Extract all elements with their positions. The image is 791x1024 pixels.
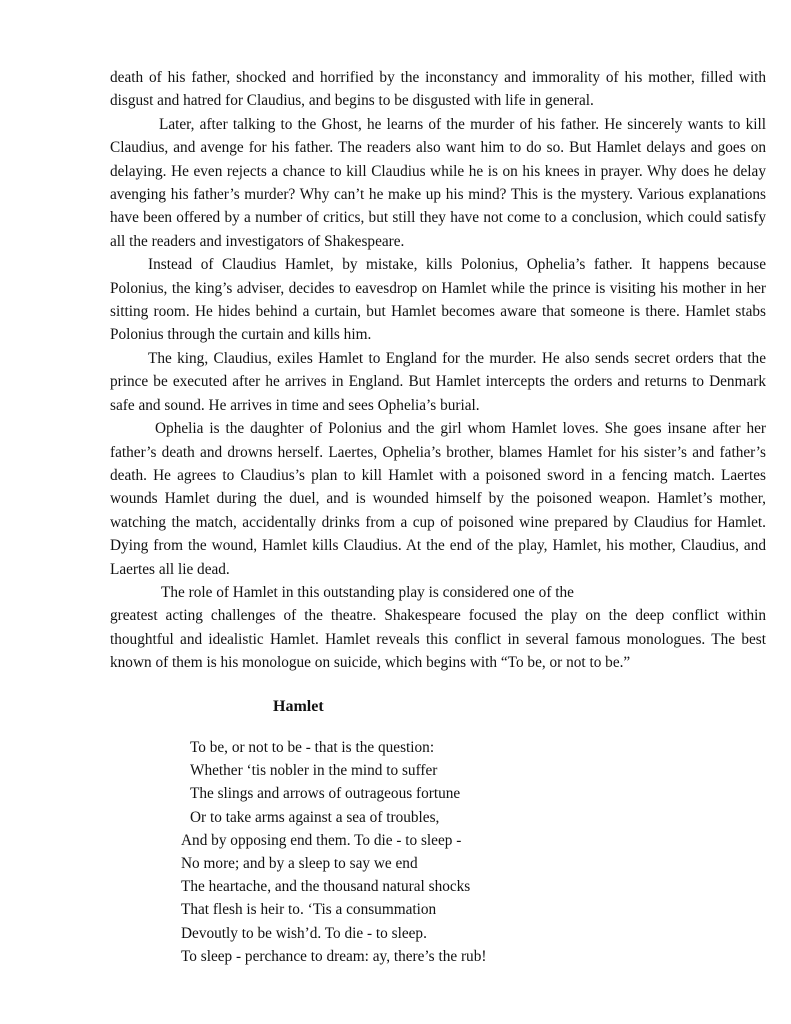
poem-line: To be, or not to be - that is the question: [190, 739, 435, 756]
paragraph: Later, after talking to the Ghost, he learns of the murder of his father. He sincerely wants to kill Claudius, and avenge for his father. The readers also want him to do so. But Hamlet delays and goes on delaying. He even rejects a chance to kill Claudius while he is on his knees in prayer. Why does he delay avenging his father’s murder? Why can’t he make up his mind? This is the mystery. Various explanations have been offered by a number of critics, but still they have not come to a conclusion, which could satisfy all the readers and investigators of Shakespeare. [110, 115, 766, 250]
paragraph: The king, Claudius, exiles Hamlet to England for the murder. He also sends secret orders that the prince be executed after he arrives in England. But Hamlet intercepts the orders and returns to Denmark safe and sound. He arrives in time and sees Ophelia’s burial. [110, 349, 766, 414]
poem-line: Or to take arms against a sea of troubles, [190, 808, 440, 826]
poem-line: The slings and arrows of outrageous fortune [190, 785, 461, 803]
poem-line: Devoutly to be wish’d. To die - to sleep. [181, 924, 427, 942]
poem-line: Whether ‘tis nobler in the mind to suffer [190, 762, 438, 780]
paragraph: death of his father, shocked and horrified by the inconstancy and immorality of his mother, filled with disgust and hatred for Claudius, and begins to be disgusted with life in general. [110, 69, 766, 110]
paragraph: greatest acting challenges of the theatre. Shakespeare focused the play on the deep conflict within thoughtful and idealistic Hamlet. Hamlet reveals this conflict in several famous monologues. The best known of them is his monologue on suicide, which begins with “To be, or not to be.” [110, 607, 766, 672]
poem-title: Hamlet [273, 698, 324, 715]
poem [181, 736, 486, 968]
document-body [110, 66, 766, 675]
paragraph: The role of Hamlet in this outstanding play is considered one of the [161, 583, 574, 601]
poem-line: No more; and by a sleep to say we end [181, 855, 418, 873]
poem-line: That flesh is heir to. ‘Tis a consummation [181, 901, 437, 919]
poem-line: And by opposing end them. To die - to sleep - [181, 831, 462, 849]
poem-line: The heartache, and the thousand natural shocks [181, 878, 471, 896]
paragraph: Ophelia is the daughter of Polonius and the girl whom Hamlet loves. She goes insane after her father’s death and drowns herself. Laertes, Ophelia’s brother, blames Hamlet for his sister’s and father’s death. He agrees to Claudius’s plan to kill Hamlet with a poisoned sword in a fencing match. Laertes wounds Hamlet during the duel, and is wounded himself by the poisoned weapon. Hamlet’s mother, watching the match, accidentally drinks from a cup of poisoned wine prepared by Claudius for Hamlet. Dying from the wound, Hamlet kills Claudius. At the end of the play, Hamlet, his mother, Claudius, and Laertes all lie dead. [110, 420, 766, 578]
poem-line: To sleep - perchance to dream: ay, there’s the rub! [181, 947, 487, 965]
paragraph: Instead of Claudius Hamlet, by mistake, kills Polonius, Ophelia’s father. It happens because Polonius, the king’s adviser, decides to eavesdrop on Hamlet while the prince is visiting his mother in her sitting room. He hides behind a curtain, but Hamlet becomes aware that someone is there. Hamlet stabs Polonius through the curtain and kills him. [110, 256, 766, 344]
